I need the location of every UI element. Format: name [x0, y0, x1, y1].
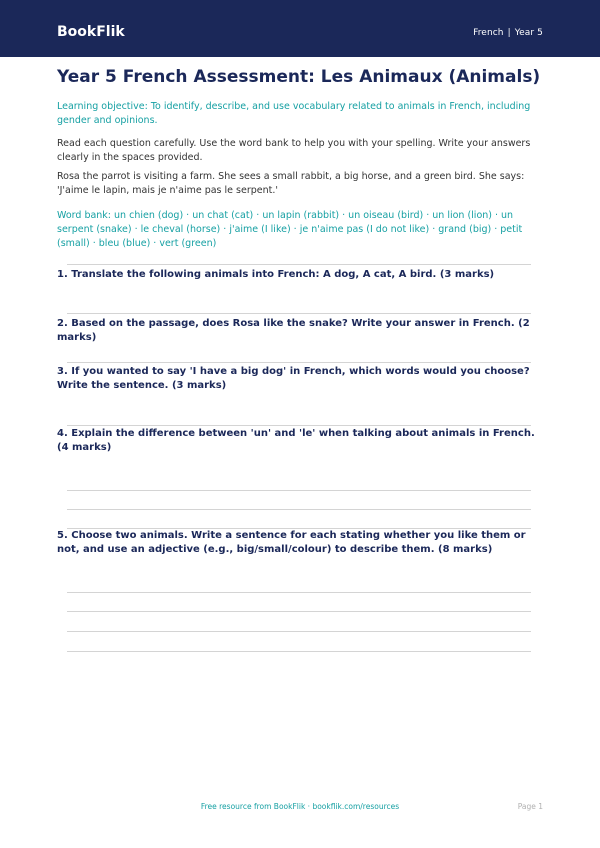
page-title: Year 5 French Assessment: Les Animaux (Animals): [57, 67, 541, 87]
answer-line[interactable]: [67, 631, 531, 632]
question-4: 4. Explain the difference between 'un' and 'le' when talking about animals in French. (4 marks): [57, 428, 535, 453]
subject-year-label: [473, 27, 543, 39]
question-3: 3. If you wanted to say 'I have a big dog' in French, which words would you choose? Write the sentence. (3 marks): [57, 366, 530, 391]
question-2: 2. Based on the passage, does Rosa like the snake? Write your answer in French. (2 marks): [57, 318, 530, 343]
answer-line[interactable]: [67, 611, 531, 612]
question-1: 1. Translate the following animals into French: A dog, A cat, A bird. (3 marks): [57, 269, 495, 280]
answer-line[interactable]: [67, 313, 531, 314]
answer-line[interactable]: [67, 425, 531, 426]
separator: |: [507, 28, 511, 38]
word-bank: Word bank: un chien (dog) · un chat (cat) · un lapin (rabbit) · un oiseau (bird) · un lion (lion) · un serpent (snake) · le cheval (horse) · j'aime (I like) · je n'aime pas (I do not like) · grand (big) · petit (small) · bleu (blue) · vert (green): [57, 210, 523, 249]
answer-line[interactable]: [67, 490, 531, 491]
subject-label: French: [473, 28, 504, 38]
passage: Rosa the parrot is visiting a farm. She sees a small rabbit, a big horse, and a green bird. She says: 'J'aime le lapin, mais je n'aime pas le serpent.': [57, 171, 525, 196]
header-bar: [0, 0, 600, 57]
question-5: 5. Choose two animals. Write a sentence for each stating whether you like them or not, and use an adjective (e.g., big/small/colour) to describe them. (8 marks): [57, 530, 526, 555]
answer-line[interactable]: [67, 592, 531, 593]
instructions: Read each question carefully. Use the word bank to help you with your spelling. Write your answers clearly in the spaces provided.: [57, 138, 531, 163]
brand-logo[interactable]: BookFlik: [57, 24, 125, 40]
answer-line[interactable]: [67, 264, 531, 265]
learning-objective: Learning objective: To identify, describe, and use vocabulary related to animals in French, including gender and opinions.: [57, 101, 531, 126]
year-label: Year 5: [514, 28, 543, 38]
answer-line[interactable]: [67, 651, 531, 652]
footer-resource-link[interactable]: Free resource from BookFlik · bookflik.com/resources: [200, 802, 400, 811]
answer-line[interactable]: [67, 362, 531, 363]
answer-line[interactable]: [67, 509, 531, 510]
page-number: Page 1: [517, 802, 543, 811]
